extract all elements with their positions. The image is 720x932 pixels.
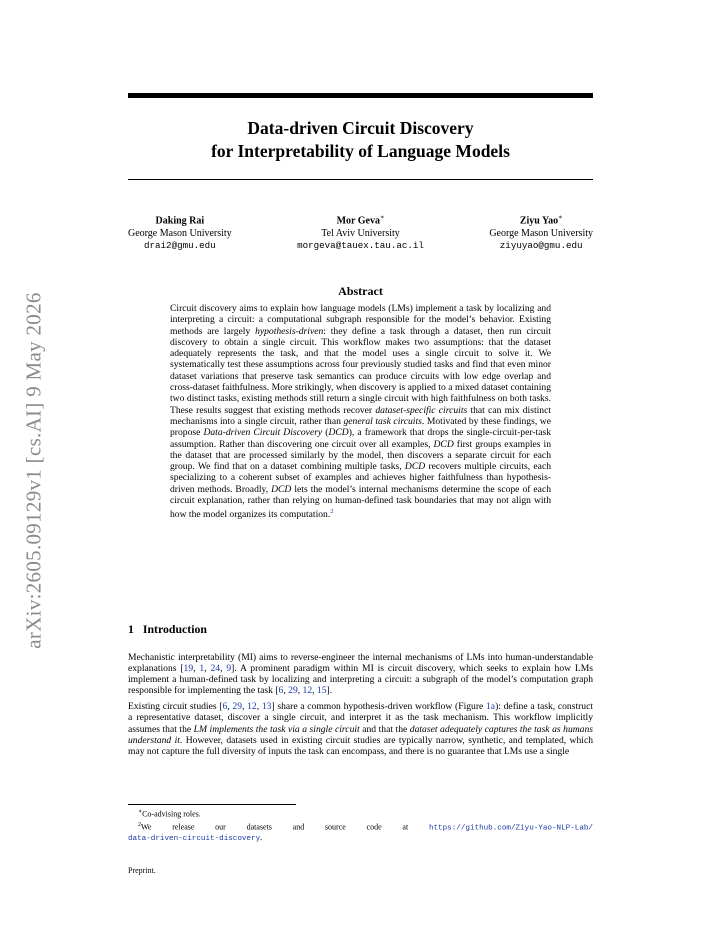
author-email: morgeva@tauex.tau.ac.il [297, 240, 424, 252]
intro-paragraph-2: Existing circuit studies [6, 29, 12, 13] share a common hypothesis-driven workflow (Figure 1a): define a task, construct a representative dataset, discover a single circuit, and interpret it as the task mechanism. This workflow implicitly assumes that the LM implements the task via a single circuit and that the dataset adequately captures the task as humans understand it. However, datasets used in existing circuit studies are typically narrow, synthetic, and templated, which may not capture the full diversity of inputs the task can encompass, and there is no guarantee that LMs use a single [128, 701, 594, 757]
footnote-2-cont: data-driven-circuit-discovery. [128, 833, 263, 844]
abstract-heading: Abstract [338, 284, 383, 298]
footnotes [128, 807, 593, 844]
citation-link[interactable]: 6 [222, 701, 228, 713]
author-email: ziyuyao@gmu.edu [499, 240, 583, 252]
author-name: Mor Geva [336, 215, 380, 227]
citation-link[interactable]: 29 [288, 685, 298, 697]
section-number: 1 [128, 622, 134, 636]
author-email: drai2@gmu.edu [144, 240, 216, 252]
abstract-body: Circuit discovery aims to explain how language models (LMs) implement a task by localizing and interpreting a circuit: a computational subgraph responsible for the model’s behavior. Existing methods are largely hypothesis-driven: they define a task through a dataset, then run circuit discovery to obtain a single circuit. This workflow makes two assumptions: that the dataset adequately represents the task, and that the model uses a single circuit to solve it. We systematically test these assumptions across four previously studied tasks and find that even minor dataset variations that preserve task semantics can produce circuits with low edge overlap and cross-dataset faithfulness. More strikingly, when discovery is applied to a mixed dataset containing two distinct tasks, existing methods still return a single circuit with high faithfulness on both tasks. These results suggest that existing methods recover dataset-specific circuits that can mix distinct mechanisms into a single circuit, rather than general task circuits. Motivated by these findings, we propose Data-driven Circuit Discovery (DCD), a framework that drops the single-circuit-per-task assumption. Rather than discovering one circuit over all examples, DCD first groups examples in the dataset that are processed similarly by the model, then discovers a separate circuit for each group. We find that on a dataset combining multiple tasks, DCD recovers multiple circuits, each specializing to a coherent subset of examples and achieves higher faithfulness than hypothesis-driven methods. Broadly, DCD lets the model’s internal mechanisms determine the scope of each circuit explanation, rather than relying on human-defined task boundaries that may not align with how the model organizes its computation.$^2$ [170, 303, 552, 521]
author-affiliation: George Mason University [489, 227, 593, 239]
citation-link[interactable]: 24 [210, 663, 221, 675]
footnote-1: ∗Co-advising roles. [138, 809, 201, 819]
author-mark: ∗ [380, 214, 385, 221]
title-bottom-rule [128, 179, 593, 180]
citation-link[interactable]: 12 [302, 685, 313, 697]
intro-paragraph-1: Mechanistic interpretability (MI) aims to reverse-engineer the internal mechanisms of LMs into human-understandable explanations [19, 1, 24, 9]. A prominent paradigm within MI is circuit discovery, which seeks to explain how LMs implement a human-defined task by localizing and interpreting a circuit: a subgraph of the model’s computation graph responsible for implementing the task [6, 29, 12, 15]. [128, 652, 594, 697]
author-name: Ziyu Yao [519, 215, 559, 227]
section-heading-introduction [128, 622, 207, 637]
title-line-1: Data-driven Circuit Discovery [247, 118, 474, 138]
introduction-body [128, 652, 593, 762]
author-block [128, 212, 593, 253]
citation-link[interactable]: 19 [183, 663, 194, 675]
arxiv-side-identifier [8, 270, 60, 670]
repository-link[interactable]: https://github.com/Ziyu-Yao-NLP-Lab/ [428, 824, 593, 833]
author-affiliation: George Mason University [128, 227, 232, 239]
citation-link[interactable]: 9 [226, 663, 232, 675]
paper-title [128, 117, 593, 163]
footnote-rule [128, 804, 296, 805]
arxiv-identifier-text: arXiv:2605.09129v1 [cs.AI] 9 May 2026 [21, 291, 46, 649]
citation-link[interactable]: 29 [232, 701, 242, 713]
figure-link[interactable]: 1a [486, 701, 496, 713]
citation-link[interactable]: 12 [247, 701, 257, 713]
section-title: Introduction [142, 622, 207, 636]
footnote-2: $^2$We release our datasets and source code at https://github.com/Ziyu-Yao-NLP-Lab/ [138, 821, 593, 833]
citation-link[interactable]: 6 [278, 685, 284, 697]
author-2 [297, 212, 424, 253]
citation-link[interactable]: 13 [261, 701, 272, 713]
title-top-rule [128, 93, 593, 98]
author-3 [489, 212, 593, 253]
title-line-2: for Interpretability of Language Models [211, 141, 510, 161]
author-affiliation: Tel Aviv University [321, 227, 400, 239]
repository-link-cont[interactable]: data-driven-circuit-discovery [128, 835, 261, 844]
author-mark: ∗ [558, 214, 563, 221]
citation-link[interactable]: 15 [316, 685, 327, 697]
author-1 [128, 212, 232, 253]
footnote-link[interactable]: 2 [330, 508, 334, 516]
preprint-label: Preprint. [128, 866, 156, 875]
citation-link[interactable]: 1 [199, 663, 205, 675]
author-name: Daking Rai [155, 215, 205, 227]
